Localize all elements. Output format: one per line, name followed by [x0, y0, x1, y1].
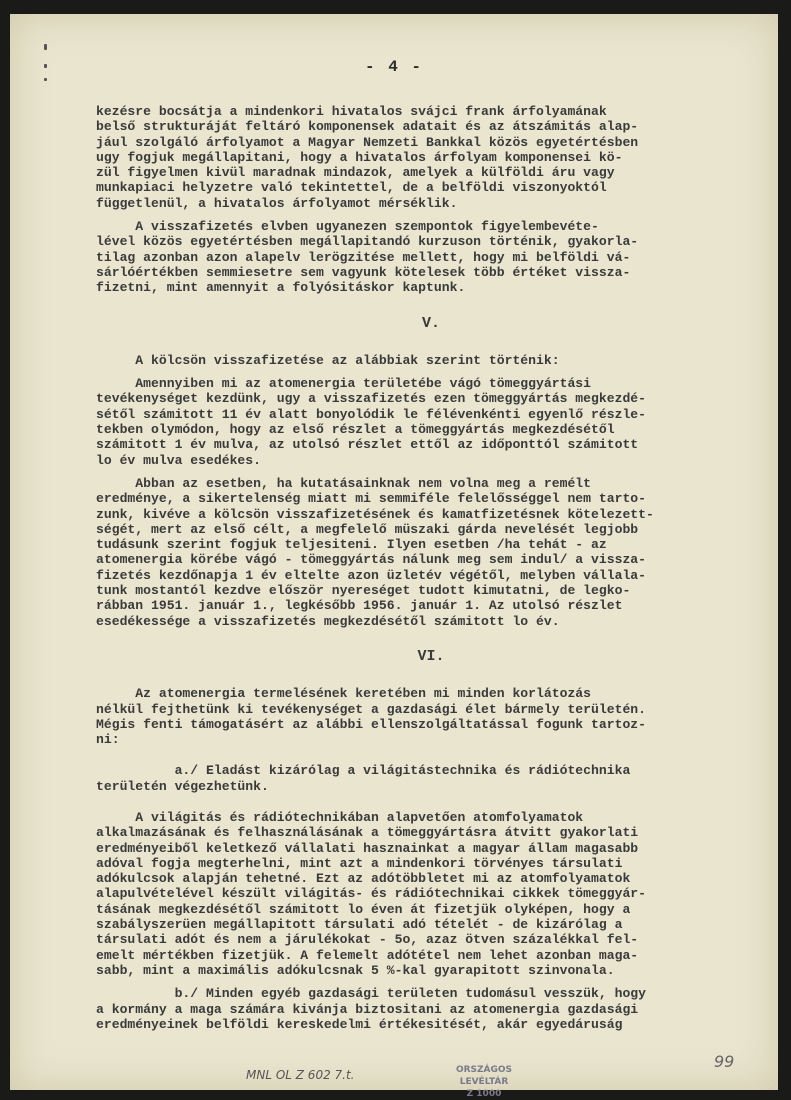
text-line: Az atomenergia termelésének keretében mi minden korlátozás: [96, 686, 592, 702]
text-line: Mégis fenti támogatásért az alábbi ellenszolgáltatással fogunk tartoz-: [96, 716, 647, 732]
text-line: emelt mértékben fizetjük. A felemelt adótétel nem lehet azonban maga-: [96, 947, 639, 963]
text-line: tásának megkezdésétől számitott lo éven át fizetjük olyképen, hogy a: [96, 901, 631, 917]
text-line: tunk mostantól kezdve először nyereséget tudott kimutatni, de legko-: [96, 583, 631, 599]
text-line: atomenergia körébe vágó - tömeggyártás nálunk meg sem indul/ a vissza-: [96, 552, 647, 568]
body-text: [96, 104, 766, 1032]
text-line: jául szolgáló árfolyamot a Magyar Nemzeti Bankkal közös egyetértésben: [96, 134, 639, 150]
text-line: zunk, kivéve a kölcsön visszafizetésének és kamatfizetésnek kötelezett-: [96, 506, 654, 522]
text-line: sétől számitott 11 év alatt bonyolódik le félévenkénti egyenlő részle-: [96, 406, 647, 422]
archive-stamp: [436, 1064, 532, 1099]
text-line: b./ Minden egyéb gazdasági területen tudomásul vesszük, hogy: [96, 986, 647, 1002]
paragraph: [96, 219, 766, 295]
text-line: zül figyelmen kivül maradnak mindazok, amelyek a külföldi áru vagy: [96, 165, 615, 181]
text-line: eredményeinek belföldi kereskedelmi értékesitését, akár egyedáruság: [96, 1016, 623, 1032]
text-line: munkapiaci helyzetre való tekintettel, de a belföldi viszonyoktól: [96, 180, 607, 196]
text-line: ugy fogjuk megállapitani, hogy a hivatalos árfolyam komponensei kö-: [96, 149, 623, 165]
punch-mark: [44, 44, 47, 50]
handwritten-page-index: 99: [714, 1052, 735, 1071]
list-item-b: [96, 986, 766, 1032]
page-number: - 4 -: [364, 58, 423, 76]
paragraph: [96, 476, 766, 629]
text-line: eredményeiből keletkező vállalati hasznainkat a magyar állam magasabb: [96, 840, 639, 856]
text-line: Abban az esetben, ha kutatásainknak nem volna meg a remélt: [96, 475, 592, 491]
text-line: a./ Eladást kizárólag a világitástechnika és rádiótechnika: [96, 763, 631, 779]
text-line: alapulvételével készült világitás- és rádiótechnikai cikkek tömeggyár-: [96, 886, 647, 902]
text-line: területén végezhetünk.: [96, 778, 269, 794]
text-line: adókulcsok alapján tehetné. Ezt az adótöbbletet mi az atomfolyamatok: [96, 871, 631, 887]
paragraph: [96, 686, 766, 747]
text-line: sabb, mint a maximális adókulcsnak 5 %-kal gyarapitott szinvonala.: [96, 962, 615, 978]
text-line: a kormány a maga számára kivánja biztositani az atomenergia gazdasági: [96, 1001, 639, 1017]
stamp-line: ORSZÁGOS LEVÉLTÁR: [455, 1065, 513, 1087]
text-line: belső strukturáját feltáró komponensek adatait és az átszámitás alap-: [96, 119, 639, 135]
archive-signature: MNL OL Z 602 7.t.: [246, 1068, 355, 1082]
text-line: alkalmazásának és felhasználásának a tömeggyártásra átvitt gyakorlati: [96, 825, 639, 841]
text-line: lo év mulva esedékes.: [96, 452, 262, 468]
stamp-line: Z 1000: [466, 1089, 502, 1099]
punch-mark: [44, 78, 47, 81]
paragraph: [96, 810, 766, 978]
document-page: [10, 14, 778, 1099]
text-line: ni:: [96, 732, 120, 748]
text-line: tudásunk szerint fogjuk teljesiteni. Ilyen esetben /ha tehát - az: [96, 537, 607, 553]
text-line: ségét, mert az első célt, a megfelelő müszaki gárda nevelését legjobb: [96, 521, 639, 537]
text-line: tilag azonban azon alapelv lerögzitése mellett, hogy mi belföldi vá-: [96, 249, 631, 265]
text-line: szabályszerüen megállapitott társulati adó tételét - de kizárólag a: [96, 917, 623, 933]
text-line: eredménye, a sikertelenség miatt mi semmiféle felelősséggel nem tarto-: [96, 491, 647, 507]
text-line: tekben olymódon, hogy az első részlet a tömeggyártás megkezdésétől: [96, 422, 615, 438]
text-line: sárlóértékben semmiesetre sem vagyunk kötelesek több értéket vissza-: [96, 264, 631, 280]
text-line: fizetés kezdőnapja 1 év eltelte azon üzletév végétől, melyben vállala-: [96, 567, 647, 583]
text-line: esedékessége a visszafizetés megkezdésétől számitott lo év.: [96, 613, 560, 629]
paragraph: [96, 376, 766, 468]
text-line: rábban 1951. január 1., legkésőbb 1956. január 1. Az utolsó részlet: [96, 598, 623, 614]
text-line: lével közös egyetértésben megállapitandó kurzuson történik, gyakorla-: [96, 234, 639, 250]
text-line: kezésre bocsátja a mindenkori hivatalos svájci frank árfolyamának: [96, 104, 607, 119]
text-line: Amennyiben mi az atomenergia területébe vágó tömeggyártási: [96, 376, 592, 392]
text-line: tevékenységet kezdünk, ugy a visszafizetés ezen tömeggyártás megkezdé-: [96, 391, 647, 407]
text-line: társulati adót és nem a járulékokat - 5o, azaz ötven százalékkal fel-: [96, 932, 639, 948]
text-line: A visszafizetés elvben ugyanezen szempontok figyelembevéte-: [96, 219, 599, 235]
list-item-a: [96, 763, 766, 794]
text-line: nélkül fejthetünk ki tevékenységet a gazdasági élet bármely területén.: [96, 701, 647, 717]
section-heading-5: V.: [421, 314, 440, 332]
paragraph: [96, 104, 766, 211]
text-line: függetlenül, a hivatalos árfolyamot mérséklik.: [96, 195, 458, 211]
section-intro: A kölcsön visszafizetése az alábbiak szerint történik:: [96, 352, 560, 368]
section-heading-6: VI.: [417, 647, 445, 665]
text-line: A világitás és rádiótechnikában alapvetően atomfolyamatok: [96, 809, 584, 825]
text-line: adóval fogja megterhelni, mint azt a mindenkori törvényes társulati: [96, 855, 623, 871]
text-line: számitott 1 év mulva, az utolsó részlet ettől az időponttól számitott: [96, 437, 639, 453]
text-line: fizetni, mint amennyit a folyósitáskor kaptunk.: [96, 280, 466, 296]
